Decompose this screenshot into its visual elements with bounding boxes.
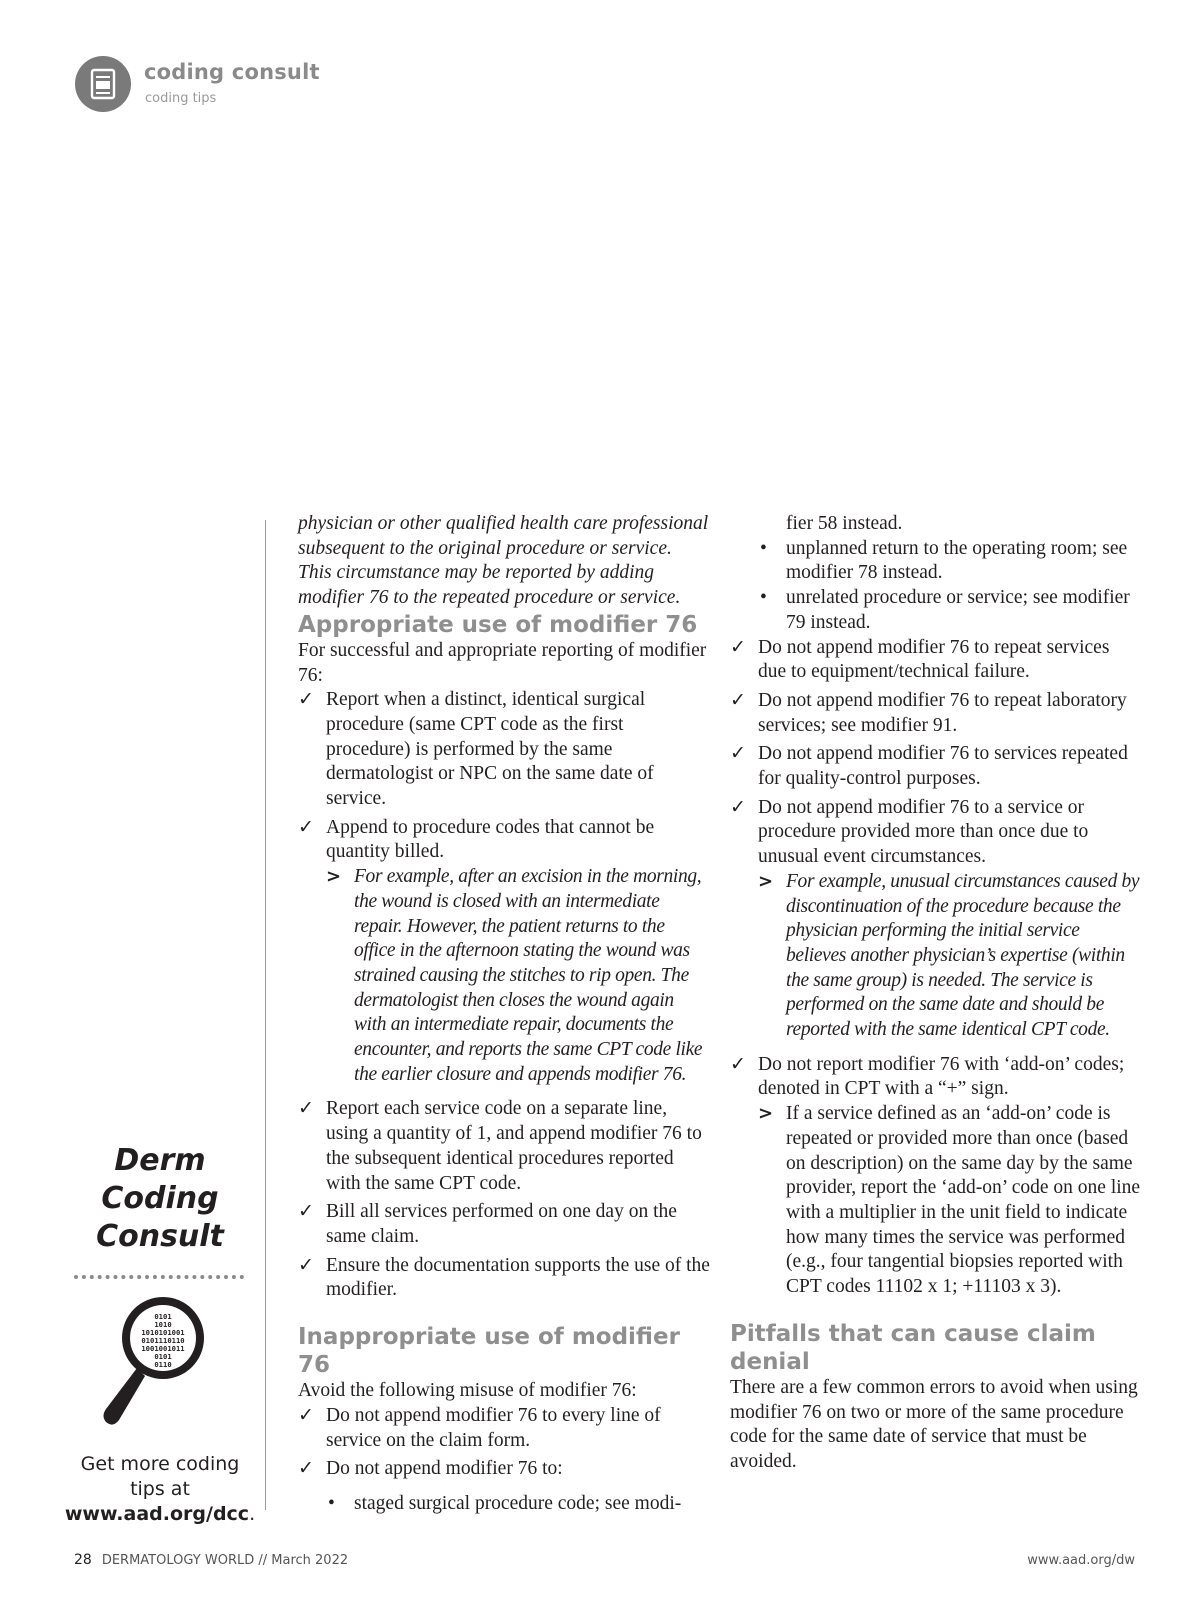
arrow-marker-icon: > xyxy=(758,870,773,892)
check-mark-icon: ✓ xyxy=(298,1458,314,1480)
page-number: 28 xyxy=(74,1552,92,1568)
check-item xyxy=(298,816,710,865)
check-item-text: Do not append modifier 76 to every line of service on the claim form. xyxy=(326,1404,661,1451)
bullet-marker-icon: • xyxy=(760,587,767,609)
example-text: For example, unusual circumstances caused by discontinuation of the procedure because the physician performing the initial service believes another physician’s expertise (within the same group) is needed. The service is performed on the same date and should be reported with the same identical CPT code. xyxy=(786,870,1140,1041)
bullet-item xyxy=(730,537,1142,586)
check-item-text: Report each service code on a separate line, using a quantity of 1, and append modifier 76 to the subsequent identical procedures reported with the same CPT code. xyxy=(326,1098,702,1194)
section-subtitle: coding tips xyxy=(145,91,217,106)
inappropriate-heading: Inappropriate use of modifier 76 xyxy=(298,1324,680,1379)
check-item xyxy=(298,1404,710,1453)
document-icon xyxy=(75,56,131,112)
appropriate-intro: For successful and appropriate reporting of modifier 76: xyxy=(298,639,707,686)
bullet-item xyxy=(730,586,1142,635)
check-item-text: Do not append modifier 76 to: xyxy=(326,1458,563,1480)
check-item-text: Ensure the documentation supports the use of the modifier. xyxy=(326,1254,710,1301)
sidebar-title xyxy=(74,1142,246,1256)
binary-line: 0101110110 xyxy=(141,1336,185,1345)
binary-line: 0101 xyxy=(154,1312,172,1321)
check-mark-icon: ✓ xyxy=(730,689,746,711)
bullet-text: unrelated procedure or service; see modifier 79 instead. xyxy=(786,587,1130,633)
binary-line: 0101 xyxy=(154,1352,172,1361)
check-item-text: Report when a distinct, identical surgical procedure (same CPT code as the first procedure) is performed by the same dermatologist or NPC on the same date of service. xyxy=(326,689,654,810)
sidebar-title-line: Derm xyxy=(114,1143,206,1178)
check-item xyxy=(298,1457,710,1482)
check-item xyxy=(298,1254,710,1303)
sidebar-cta-link[interactable]: www.aad.org/dcc xyxy=(64,1503,250,1525)
check-item-text: Do not append modifier 76 to repeat services due to equipment/technical failure. xyxy=(758,636,1110,683)
arrow-marker-icon: > xyxy=(326,866,341,888)
dotted-divider xyxy=(74,1275,244,1279)
check-mark-icon: ✓ xyxy=(730,636,746,658)
check-item-text: Do not report modifier 76 with ‘add-on’ codes; denoted in CPT with a “+” sign. xyxy=(758,1053,1125,1100)
binary-line: 1001001011 xyxy=(141,1344,185,1353)
check-mark-icon: ✓ xyxy=(298,1098,314,1120)
check-item xyxy=(730,742,1142,791)
inappropriate-intro: Avoid the following misuse of modifier 76: xyxy=(298,1380,637,1402)
check-item xyxy=(730,1053,1142,1102)
pitfalls-heading: Pitfalls that can cause claim denial xyxy=(730,1320,1096,1375)
binary-line: 1010 xyxy=(154,1320,172,1329)
check-item-text: Do not append modifier 76 to services repeated for quality-control purposes. xyxy=(758,743,1128,790)
section-badge xyxy=(75,56,131,112)
binary-line: 0110 xyxy=(154,1360,172,1369)
binary-line: 1010101001 xyxy=(141,1328,185,1337)
check-mark-icon: ✓ xyxy=(730,743,746,765)
addon-item xyxy=(730,1102,1142,1300)
bullet-text: unplanned return to the operating room; see modifier 78 instead. xyxy=(786,537,1128,584)
check-mark-icon: ✓ xyxy=(298,1404,314,1426)
check-item xyxy=(730,636,1142,685)
arrow-marker-icon: > xyxy=(758,1103,774,1125)
pitfalls-text: There are a few common errors to avoid when using modifier 76 on two or more of the same procedure code for the same date of service that must be avoided. xyxy=(730,1376,1138,1472)
sidebar-cta xyxy=(64,1452,256,1527)
check-mark-icon: ✓ xyxy=(730,796,746,818)
check-item-text: Append to procedure codes that cannot be quantity billed. xyxy=(326,816,655,863)
check-item xyxy=(298,688,710,812)
sidebar-title-line: Consult xyxy=(96,1219,224,1254)
column-rule xyxy=(265,520,266,1510)
example-item xyxy=(730,870,1142,1043)
bullet-marker-icon: • xyxy=(760,537,767,559)
check-item xyxy=(730,689,1142,738)
magnifier-binary-icon xyxy=(101,1292,221,1432)
bullet-text: staged surgical procedure code; see modi- xyxy=(354,1492,682,1514)
check-mark-icon: ✓ xyxy=(298,1201,314,1223)
check-item-text: Do not append modifier 76 to repeat laboratory services; see modifier 91. xyxy=(758,689,1127,736)
sidebar-cta-prefix: Get more coding tips at xyxy=(80,1453,240,1500)
footer-left xyxy=(74,1552,348,1568)
check-item xyxy=(730,796,1142,870)
bullet-item xyxy=(298,1492,710,1517)
publication-info: DERMATOLOGY WORLD // March 2022 xyxy=(101,1553,349,1568)
check-item-text: Do not append modifier 76 to a service or procedure provided more than once due to unusual event circumstances. xyxy=(758,796,1089,868)
check-mark-icon: ✓ xyxy=(730,1053,746,1075)
section-title: coding consult xyxy=(144,60,320,84)
example-text: For example, after an excision in the morning, the wound is closed with an intermediate repair. However, the patient returns to the office in the afternoon stating the wound was strained causing the stitches to rip open. The dermatologist then closes the wound again with an intermediate repair, documents the encounter, and reports the same CPT code like the earlier closure and appends modifier 76. xyxy=(354,866,703,1085)
addon-text: If a service defined as an ‘add-on’ code is repeated or provided more than once (based on description) on the same day by the same provider, report the ‘add-on’ code on one line with a multiplier in the unit field to indicate how many times the service was performed (e.g., four tangential biopsies reported with CPT codes 11102 x 1; +11103 x 3). xyxy=(786,1103,1141,1298)
footer-url[interactable]: www.aad.org/dw xyxy=(1027,1553,1135,1568)
sidebar-cta-suffix: . xyxy=(249,1503,256,1525)
sidebar-title-line: Coding xyxy=(101,1181,219,1216)
example-item xyxy=(298,865,710,1087)
check-mark-icon: ✓ xyxy=(298,816,314,838)
check-item xyxy=(298,1200,710,1249)
check-item-text: Bill all services performed on one day on the same claim. xyxy=(326,1201,677,1247)
bullet-continuation: fier 58 instead. xyxy=(786,513,903,534)
bullet-marker-icon: • xyxy=(328,1492,335,1514)
appropriate-heading: Appropriate use of modifier 76 xyxy=(298,611,698,638)
check-mark-icon: ✓ xyxy=(298,1254,314,1276)
left-column xyxy=(298,512,710,1517)
right-column xyxy=(730,512,1142,1475)
check-item xyxy=(298,1097,710,1196)
check-mark-icon: ✓ xyxy=(298,689,314,711)
intro-paragraph: physician or other qualified health care professional subsequent to the original procedure or service. This circumstance may be reported by adding modifier 76 to the repeated procedure or service. xyxy=(298,513,709,609)
